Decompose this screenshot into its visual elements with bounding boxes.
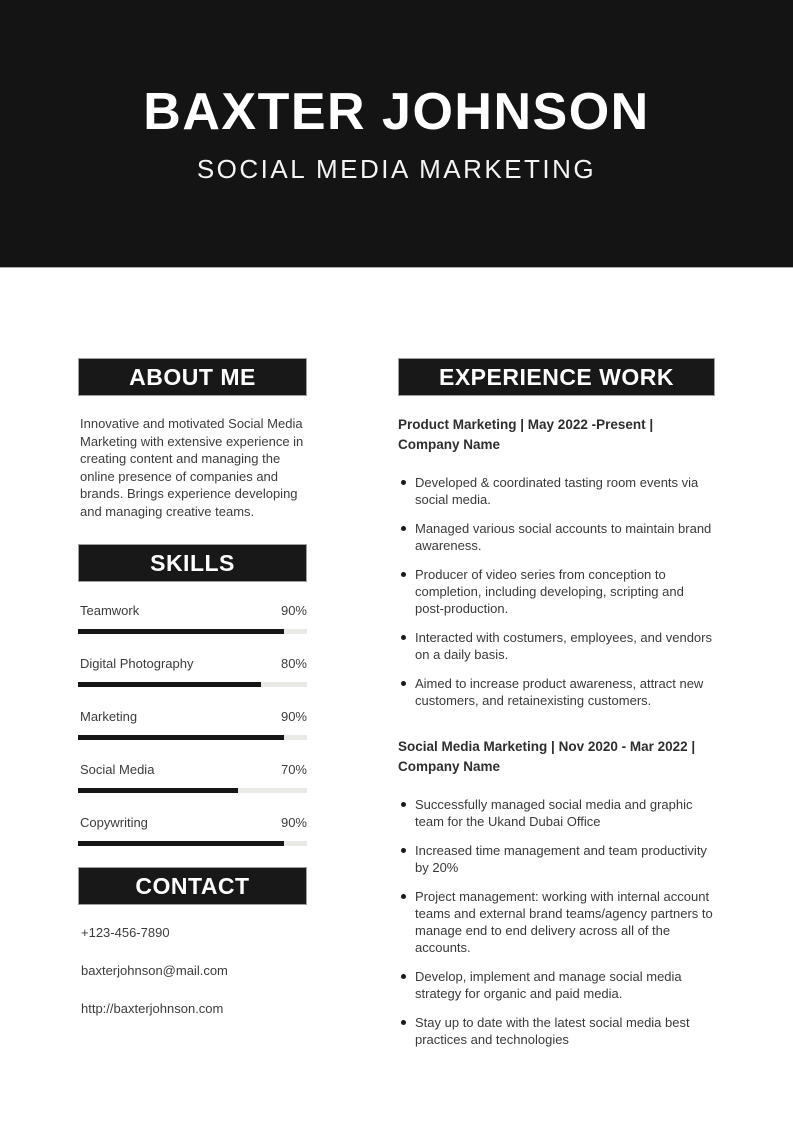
header-band xyxy=(0,0,793,268)
bullet-item xyxy=(398,1014,715,1048)
contact-list xyxy=(78,925,307,1016)
bullet-dot-icon xyxy=(401,681,406,686)
bullet-text: Producer of video series from conception to completion, including developing, scripting and post-production. xyxy=(415,567,684,616)
skill-bar-track xyxy=(78,841,307,846)
bullet-item xyxy=(398,968,715,1002)
bullet-text: Stay up to date with the latest social media best practices and technologies xyxy=(415,1015,690,1047)
skill-row xyxy=(78,814,307,846)
about-text: Innovative and motivated Social Media Marketing with extensive experience in creating content and managing the online presence of companies and brands. Brings experience developing and managing creative teams. xyxy=(80,416,304,519)
bullet-item xyxy=(398,520,715,554)
skill-bar-fill xyxy=(78,841,284,846)
bullet-text: Successfully managed social media and graphic team for the Ukand Dubai Office xyxy=(415,797,693,829)
bullet-dot-icon xyxy=(401,974,406,979)
contact-email: baxterjohnson@mail.com xyxy=(81,963,228,978)
skill-row xyxy=(78,761,307,793)
main-content xyxy=(0,268,793,1060)
skill-bar-track xyxy=(78,788,307,793)
skills-section-title: SKILLS xyxy=(78,544,307,582)
skill-label: Digital Photography xyxy=(80,656,194,671)
skill-percent: 90% xyxy=(280,709,307,724)
person-role-subtitle: SOCIAL MEDIA MARKETING xyxy=(196,154,597,184)
skill-percent: 70% xyxy=(280,762,307,777)
skill-percent: 80% xyxy=(280,656,307,671)
skill-label: Teamwork xyxy=(80,603,140,618)
skills-list xyxy=(78,602,307,846)
bullet-text: Developed & coordinated tasting room events via social media. xyxy=(415,475,699,507)
job-bullet-list xyxy=(398,474,715,709)
contact-section-title: CONTACT xyxy=(78,867,307,905)
left-column xyxy=(78,358,307,1060)
bullet-dot-icon xyxy=(401,894,406,899)
job-bullet-list xyxy=(398,796,715,1048)
contact-website: http://baxterjohnson.com xyxy=(81,1001,224,1016)
bullet-item xyxy=(398,796,715,830)
bullet-dot-icon xyxy=(401,848,406,853)
bullet-text: Managed various social accounts to maintain brand awareness. xyxy=(415,521,712,553)
bullet-item xyxy=(398,566,715,617)
skill-bar-fill xyxy=(78,629,284,634)
bullet-item xyxy=(398,888,715,956)
bullet-item xyxy=(398,675,715,709)
bullet-text: Develop, implement and manage social media strategy for organic and paid media. xyxy=(415,969,682,1001)
skill-bar-fill xyxy=(78,735,284,740)
bullet-dot-icon xyxy=(401,572,406,577)
about-section-title: ABOUT ME xyxy=(78,358,307,396)
bullet-text: Aimed to increase product awareness, attract new customers, and retainexisting customers. xyxy=(415,676,704,708)
skill-percent: 90% xyxy=(280,603,307,618)
skill-bar-track xyxy=(78,735,307,740)
bullet-text: Interacted with costumers, employees, and vendors on a daily basis. xyxy=(415,630,712,662)
skill-row xyxy=(78,708,307,740)
skill-bar-fill xyxy=(78,788,238,793)
person-name: BAXTER JOHNSON xyxy=(143,83,650,141)
right-column xyxy=(398,358,715,1060)
contact-phone: +123-456-7890 xyxy=(81,925,170,940)
skill-bar-track xyxy=(78,629,307,634)
job-heading: Social Media Marketing | Nov 2020 - Mar 2022 | Company Name xyxy=(398,739,696,774)
bullet-dot-icon xyxy=(401,802,406,807)
skill-row xyxy=(78,602,307,634)
skill-row xyxy=(78,655,307,687)
bullet-dot-icon xyxy=(401,635,406,640)
skill-label: Marketing xyxy=(80,709,138,724)
bullet-dot-icon xyxy=(401,480,406,485)
bullet-item xyxy=(398,474,715,508)
bullet-text: Project management: working with internal account teams and external brand teams/agency partners to manage end to end delivery across all of the accounts. xyxy=(415,889,713,955)
bullet-dot-icon xyxy=(401,526,406,531)
bullet-text: Increased time management and team productivity by 20% xyxy=(415,843,707,875)
skill-bar-track xyxy=(78,682,307,687)
job-heading: Product Marketing | May 2022 -Present | Company Name xyxy=(398,417,654,452)
bullet-dot-icon xyxy=(401,1020,406,1025)
skill-label: Social Media xyxy=(80,762,155,777)
bullet-item xyxy=(398,629,715,663)
skill-label: Copywriting xyxy=(80,815,148,830)
skill-bar-fill xyxy=(78,682,261,687)
skill-percent: 90% xyxy=(280,815,307,830)
bullet-item xyxy=(398,842,715,876)
experience-section-title: EXPERIENCE WORK xyxy=(398,358,715,396)
experience-job xyxy=(398,415,715,709)
experience-job xyxy=(398,737,715,1048)
